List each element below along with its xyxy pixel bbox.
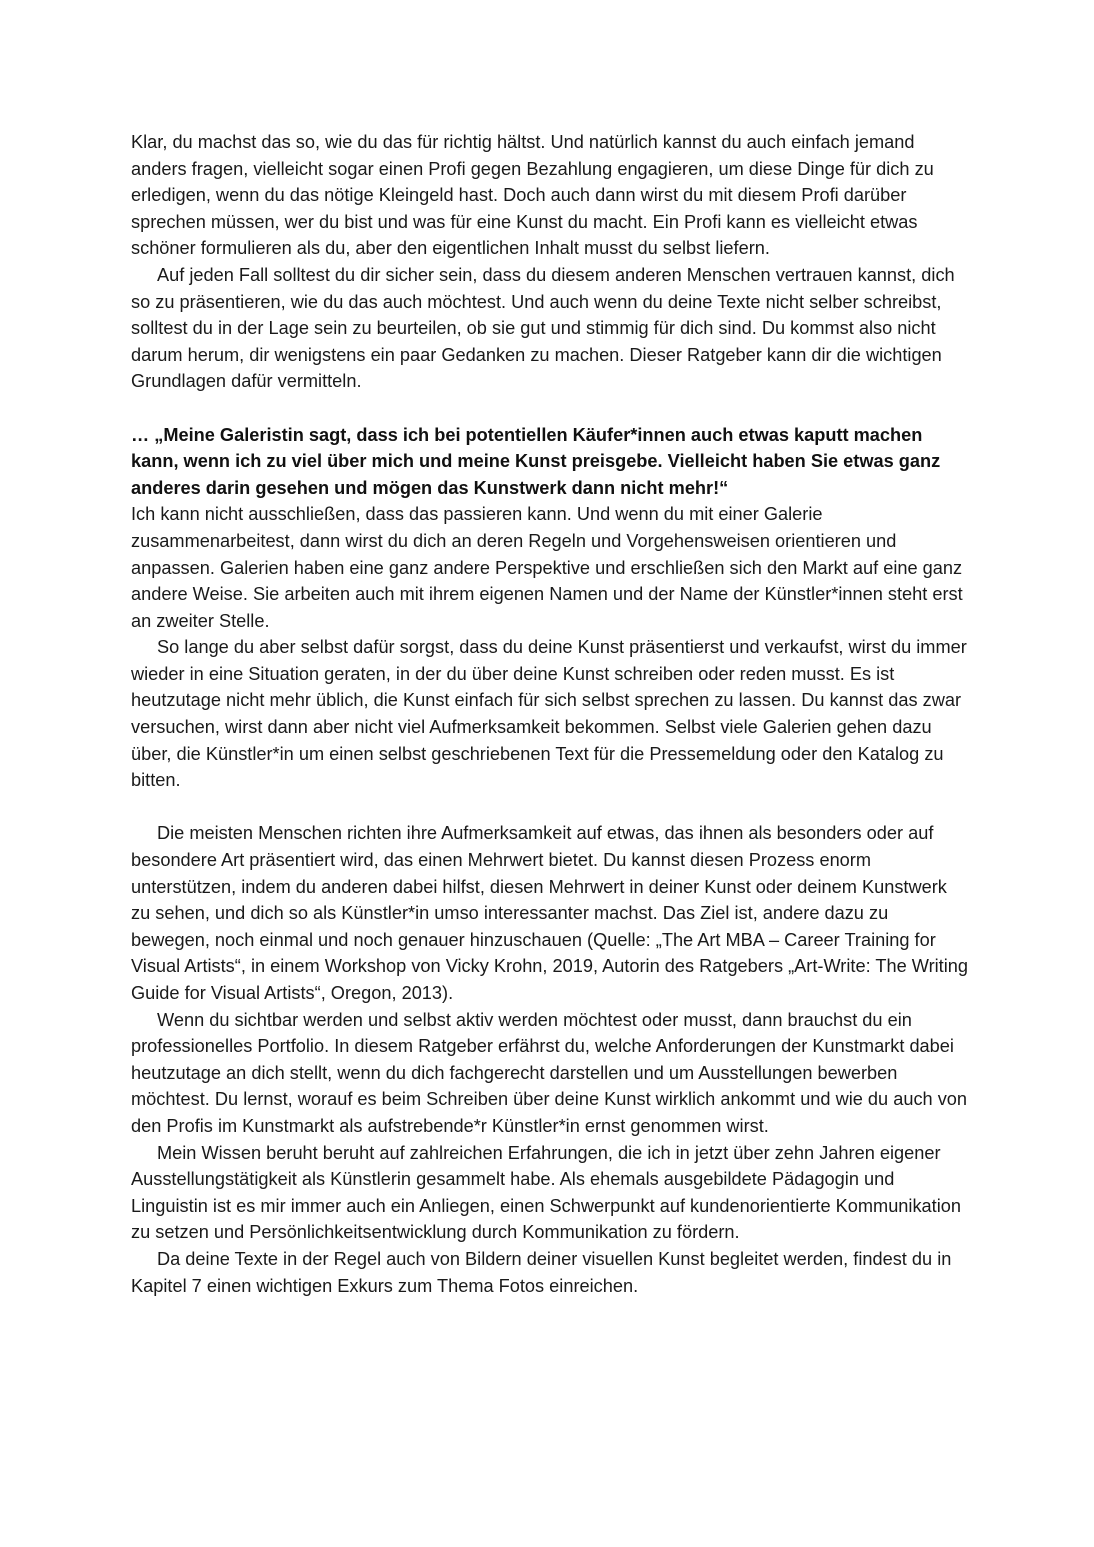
paragraph-trust: Auf jeden Fall solltest du dir sicher sein, dass du diesem anderen Menschen vertrauen kannst, dich so zu präsentieren, wie du das auch möchtest. Und auch wenn du deine Texte nicht selber schreibst, solltest du in der Lage sein zu beurteilen, ob sie gut und stimmig für dich sind. Du kommst also nicht darum herum, dir wenigstens ein paar Gedanken zu machen. Dieser Ratgeber kann dir die wichtigen Grundlagen dafür vermitteln.: [131, 264, 955, 392]
paragraph-professional-help: Klar, du machst das so, wie du das für richtig hältst. Und natürlich kannst du auch einfach jemand anders fragen, vielleicht sogar einen Profi gegen Bezahlung engagieren, um diese Dinge für dich zu erledigen, wenn du das nötige Kleingeld hast. Doch auch dann wirst du mit diesem Profi darüber sprechen müssen, wer du bist und was für eine Kunst du macht. Ein Profi kann es vielleicht etwas schöner formulieren als du, aber den eigentlichen Inhalt musst du selbst liefern.: [131, 132, 934, 259]
paragraph-self-presentation: So lange du aber selbst dafür sorgst, dass du deine Kunst präsentierst und verkaufst, wirst du immer wieder in eine Situation geraten, in der du über deine Kunst schreiben oder reden musst. Es ist heutzutage nicht mehr üblich, die Kunst einfach für sich selbst sprechen zu lassen. Du kannst das zwar versuchen, wirst dann aber nicht viel Aufmerksamkeit bekommen. Selbst viele Galerien gehen dazu über, die Künstler*in um einen selbst geschriebenen Text für die Pressemeldung oder den Katalog zu bitten.: [131, 637, 967, 791]
paragraph-photos: Da deine Texte in der Regel auch von Bildern deiner visuellen Kunst begleitet werden, findest du in Kapitel 7 einen wichtigen Exkurs zum Thema Fotos einreichen.: [131, 1248, 952, 1296]
paragraph-experience: Mein Wissen beruht beruht auf zahlreichen Erfahrungen, die ich in jetzt über zehn Jahren eigener Ausstellungstätigkeit als Künstlerin gesammelt habe. Als ehemals ausgebildete Pädagogin und Linguistin ist es mir immer auch ein Anliegen, einen Schwerpunkt auf kundenorientierte Kommunikation zu setzen und Persönlichkeitsentwicklung durch Kommunikation zu fördern.: [131, 1142, 961, 1243]
quote-galerist: … „Meine Galeristin sagt, dass ich bei potentiellen Käufer*innen auch etwas kaputt machen kann, wenn ich zu viel über mich und meine Kunst preisgebe. Vielleicht haben Sie etwas ganz anderes darin gesehen und mögen das Kunstwerk dann nicht mehr!“: [131, 424, 941, 498]
document-page: [131, 129, 971, 1299]
paragraph-portfolio: Wenn du sichtbar werden und selbst aktiv werden möchtest oder musst, dann brauchst du ein professionelles Portfolio. In diesem Ratgeber erfährst du, welche Anforderungen der Kunstmarkt dabei heutzutage an dich stellt, wenn du dich fachgerecht darstellen und um Ausstellungen bewerben möchtest. Du lernst, worauf es beim Schreiben über deine Kunst wirklich ankommt und wie du auch von den Profis im Kunstmarkt als aufstrebende*r Künstler*in ernst genommen wirst.: [131, 1009, 968, 1136]
paragraph-gallery-rules: Ich kann nicht ausschließen, dass das passieren kann. Und wenn du mit einer Galerie zusammenarbeitest, dann wirst du dich an deren Regeln und Vorgehensweisen orientieren und anpassen. Galerien haben eine ganz andere Perspektive und erschließen sich den Markt auf eine ganz andere Weise. Sie arbeiten auch mit ihrem eigenen Namen und der Name der Künstler*innen steht erst an zweiter Stelle.: [131, 504, 963, 631]
paragraph-attention: Die meisten Menschen richten ihre Aufmerksamkeit auf etwas, das ihnen als besonders oder auf besondere Art präsentiert wird, das einen Mehrwert bietet. Du kannst diesen Prozess enorm unterstützen, indem du anderen dabei hilfst, diesen Mehrwert in deiner Kunst oder deinem Kunstwerk zu sehen, und dich so als Künstler*in umso interessanter machst. Das Ziel ist, andere dazu zu bewegen, noch einmal und noch genauer hinzuschauen (Quelle: „The Art MBA – Career Training for Visual Artists“, in einem Workshop von Vicky Krohn, 2019, Autorin des Ratgebers „Art-Write: The Writing Guide for Visual Artists“, Oregon, 2013).: [131, 823, 968, 1003]
